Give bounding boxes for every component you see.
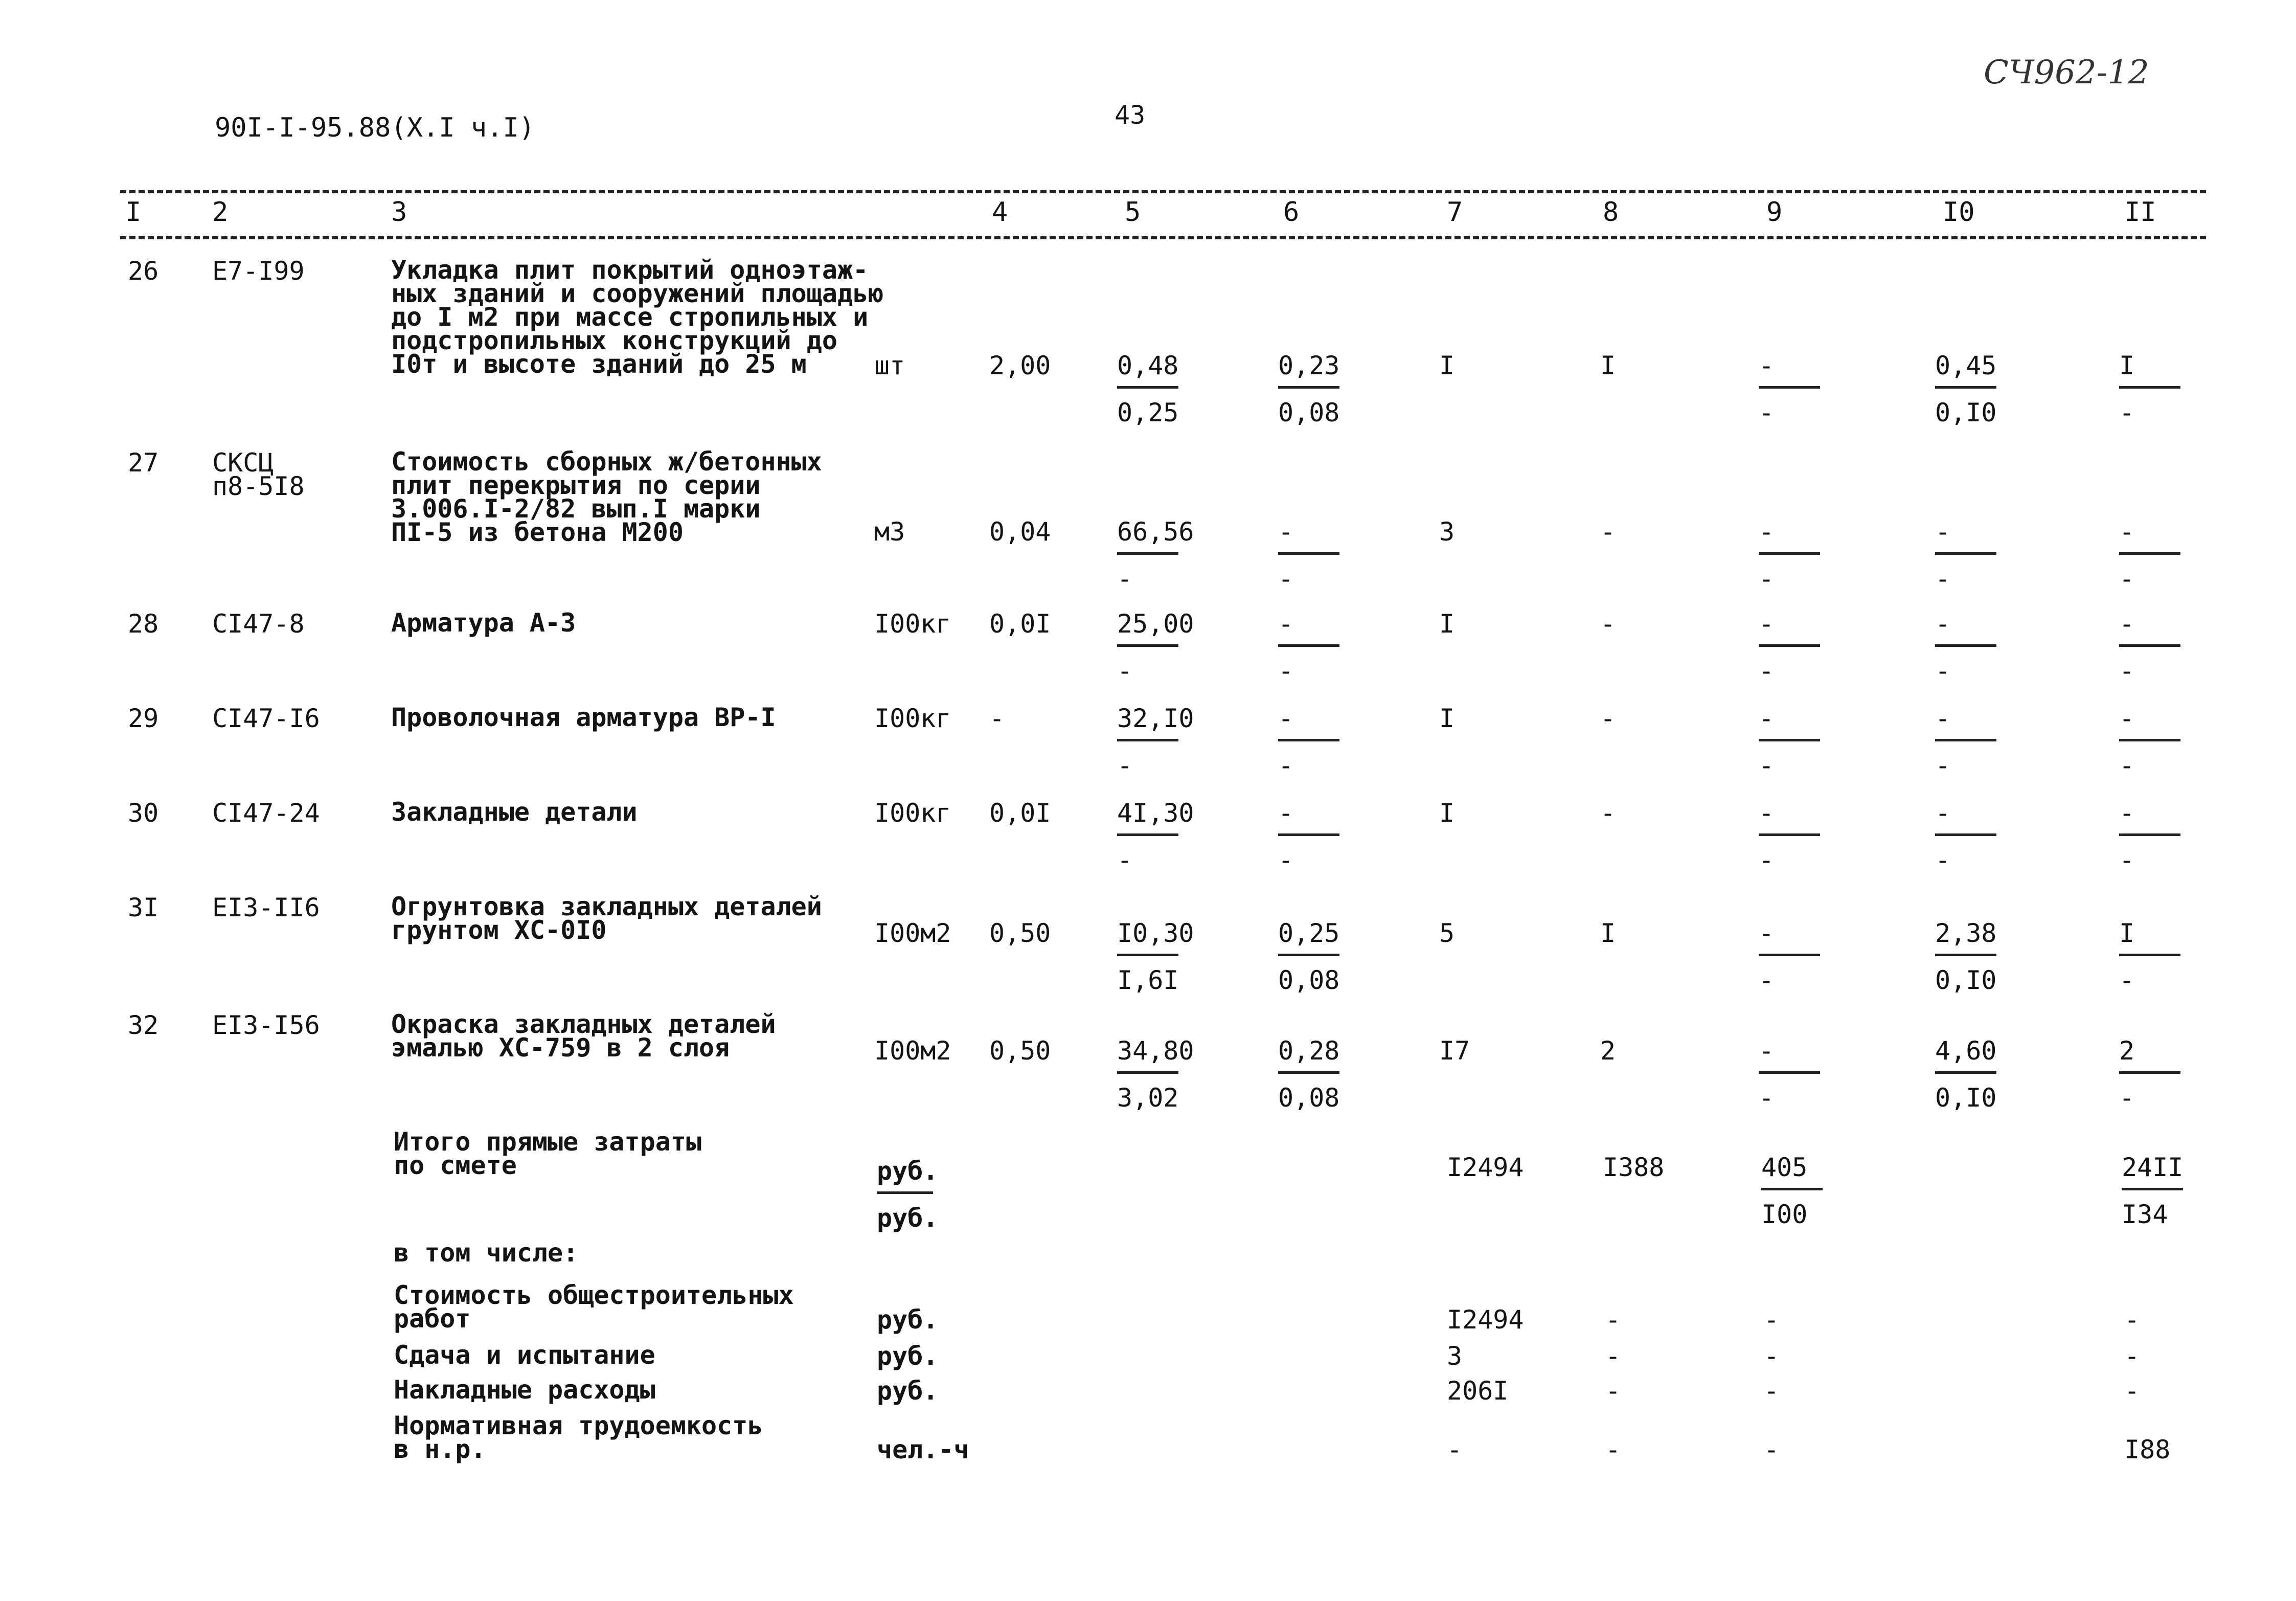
row-col8: - — [1600, 798, 1616, 828]
row-col8: - — [1600, 517, 1616, 547]
row-col8: - — [1600, 704, 1616, 733]
breakdown-col9-3: - — [1764, 1376, 1780, 1406]
row-code: E7-I99 — [212, 256, 305, 286]
breakdown-unit-4: чел.-ч — [877, 1435, 969, 1464]
row-c9-bar — [1759, 739, 1820, 741]
row-c11-top: - — [2119, 798, 2135, 828]
row-c5-top: 0,48 — [1117, 351, 1179, 380]
row-c10-top: 0,45 — [1935, 351, 1997, 380]
row-quantity: - — [989, 704, 1005, 733]
row-description: Огрунтовка закладных деталей грунтом ХС-0I0 — [391, 892, 822, 945]
row-c10-bottom: 0,I0 — [1935, 1083, 1997, 1113]
row-col7: I — [1439, 351, 1455, 380]
row-c11-bar — [2119, 386, 2180, 389]
column-header-11: II — [2124, 197, 2156, 228]
row-code-line2: п8-5I8 — [212, 471, 305, 501]
column-header-1: I — [125, 197, 142, 228]
row-c10-bar — [1935, 552, 1996, 555]
breakdown-label-1: Стоимость общестроительных работ — [394, 1280, 794, 1334]
row-c6-top: 0,28 — [1278, 1036, 1340, 1066]
breakdown-col8-1: - — [1605, 1305, 1621, 1335]
row-unit: I00кг — [874, 798, 951, 828]
row-c11-top: I — [2119, 918, 2135, 948]
row-c11-bar — [2119, 1071, 2180, 1074]
row-number: 3I — [128, 893, 159, 922]
row-c5-bottom: - — [1117, 656, 1133, 686]
totals-unit-bar — [877, 1191, 933, 1194]
row-description: Окраска закладных деталей эмалью ХС-759 в 2 слоя — [391, 1009, 776, 1063]
row-code: СКСЦ — [212, 448, 274, 478]
row-c10-top: - — [1935, 609, 1951, 639]
totals-label: Итого прямые затраты по смете — [394, 1127, 702, 1180]
row-col7: I7 — [1439, 1036, 1470, 1066]
row-c11-bar — [2119, 954, 2180, 956]
row-c5-bar — [1117, 386, 1178, 389]
row-unit: шт — [874, 351, 905, 380]
row-number: 29 — [128, 704, 159, 733]
row-c5-top: 4I,30 — [1117, 798, 1194, 828]
row-c10-bottom: - — [1935, 845, 1951, 875]
breakdown-col8-4: - — [1605, 1435, 1621, 1464]
row-c9-top: - — [1759, 918, 1775, 948]
row-col8: I — [1600, 918, 1616, 948]
row-c10-bottom: - — [1935, 564, 1951, 594]
breakdown-col9-4: - — [1764, 1435, 1780, 1464]
row-description: Стоимость сборных ж/бетонных плит перекрытия по серии 3.006.I-2/82 вып.I марки ПI-5 из бетона М200 — [391, 447, 822, 547]
row-quantity: 0,0I — [989, 798, 1051, 828]
row-col7: I — [1439, 798, 1455, 828]
row-c5-bar — [1117, 1071, 1178, 1074]
row-c6-bottom: 0,08 — [1278, 965, 1340, 995]
breakdown-label-4: Нормативная трудоемкость в н.р. — [394, 1411, 763, 1464]
row-c10-bar — [1935, 739, 1996, 741]
row-c6-bar — [1278, 552, 1339, 555]
row-c9-bar — [1759, 954, 1820, 956]
row-c6-bar — [1278, 833, 1339, 836]
row-c6-top: - — [1278, 517, 1294, 547]
row-c5-bar — [1117, 644, 1178, 647]
breakdown-col7-4: - — [1447, 1435, 1463, 1464]
page-number: 43 — [1115, 100, 1146, 130]
breakdown-col11-2: - — [2124, 1341, 2140, 1371]
row-c9-bar — [1759, 552, 1820, 555]
row-c11-bottom: - — [2119, 751, 2135, 780]
row-c11-bar — [2119, 739, 2180, 741]
breakdown-col11-4: I88 — [2124, 1435, 2171, 1464]
document-code: 90I-I-95.88(X.I ч.I) — [215, 112, 535, 143]
row-c11-top: I — [2119, 351, 2135, 380]
row-c10-bottom: - — [1935, 751, 1951, 780]
totals-col11-bottom: I34 — [2122, 1200, 2168, 1229]
row-c9-bottom: - — [1759, 751, 1775, 780]
row-description: Арматура А-3 — [391, 608, 576, 638]
column-header-6: 6 — [1283, 197, 1300, 228]
row-number: 27 — [128, 448, 159, 478]
breakdown-unit-1: руб. — [877, 1305, 939, 1335]
row-c5-bar — [1117, 833, 1178, 836]
row-c11-bottom: - — [2119, 398, 2135, 427]
row-c5-top: 32,I0 — [1117, 704, 1194, 733]
including-label: в том числе: — [394, 1238, 579, 1268]
breakdown-col9-1: - — [1764, 1305, 1780, 1335]
row-number: 28 — [128, 609, 159, 639]
breakdown-col8-3: - — [1605, 1376, 1621, 1406]
row-description: Закладные детали — [391, 797, 638, 827]
row-unit: м3 — [874, 517, 905, 547]
column-header-10: I0 — [1943, 197, 1975, 228]
row-c5-bottom: - — [1117, 564, 1133, 594]
breakdown-unit-3: руб. — [877, 1376, 939, 1406]
totals-col9-bar — [1761, 1188, 1823, 1190]
row-quantity: 0,50 — [989, 918, 1051, 948]
row-unit: I00кг — [874, 609, 951, 639]
row-c5-top: 34,80 — [1117, 1036, 1194, 1066]
row-c6-top: 0,23 — [1278, 351, 1340, 380]
row-c6-top: 0,25 — [1278, 918, 1340, 948]
row-c9-bottom: - — [1759, 1083, 1775, 1113]
row-c11-bottom: - — [2119, 656, 2135, 686]
row-c6-bar — [1278, 954, 1339, 956]
totals-col8: I388 — [1603, 1153, 1665, 1182]
row-description: Укладка плит покрытий одноэтаж- ных зданий и сооружений площадью до I м2 при массе стропильных и подстропильных конструкций до I0т и высоте зданий до 25 м — [391, 255, 884, 379]
row-c5-top: 66,56 — [1117, 517, 1194, 547]
row-c6-bottom: 0,08 — [1278, 398, 1340, 427]
column-header-8: 8 — [1603, 197, 1619, 228]
row-c5-top: 25,00 — [1117, 609, 1194, 639]
column-header-2: 2 — [212, 197, 229, 228]
row-c9-top: - — [1759, 609, 1775, 639]
totals-col11-top: 24II — [2122, 1153, 2184, 1182]
row-c9-bar — [1759, 644, 1820, 647]
row-unit: I00м2 — [874, 1036, 951, 1066]
row-c9-top: - — [1759, 351, 1775, 380]
row-c10-bar — [1935, 644, 1996, 647]
row-c5-bottom: 3,02 — [1117, 1083, 1179, 1113]
row-c10-bar — [1935, 954, 1996, 956]
row-c11-bottom: - — [2119, 564, 2135, 594]
row-code: EI3-I56 — [212, 1010, 320, 1040]
row-c6-bottom: - — [1278, 751, 1294, 780]
row-c10-top: - — [1935, 704, 1951, 733]
totals-col9-top: 405 — [1761, 1153, 1808, 1182]
row-c10-bar — [1935, 833, 1996, 836]
row-unit: I00м2 — [874, 918, 951, 948]
row-c5-bar — [1117, 739, 1178, 741]
column-header-4: 4 — [992, 197, 1008, 228]
breakdown-col7-1: I2494 — [1447, 1305, 1524, 1335]
row-c11-top: - — [2119, 704, 2135, 733]
breakdown-col9-2: - — [1764, 1341, 1780, 1371]
row-c10-bottom: 0,I0 — [1935, 398, 1997, 427]
row-c10-top: 4,60 — [1935, 1036, 1997, 1066]
row-unit: I00кг — [874, 704, 951, 733]
row-c9-bottom: - — [1759, 564, 1775, 594]
row-c10-top: - — [1935, 798, 1951, 828]
row-quantity: 0,04 — [989, 517, 1051, 547]
row-c6-top: - — [1278, 704, 1294, 733]
row-c6-bottom: 0,08 — [1278, 1083, 1340, 1113]
row-c11-bar — [2119, 552, 2180, 555]
row-c5-bottom: - — [1117, 751, 1133, 780]
row-c9-top: - — [1759, 704, 1775, 733]
breakdown-label-3: Накладные расходы — [394, 1375, 655, 1405]
row-c11-bottom: - — [2119, 845, 2135, 875]
row-number: 26 — [128, 256, 159, 286]
column-header-9: 9 — [1766, 197, 1783, 228]
row-col7: I — [1439, 704, 1455, 733]
row-quantity: 2,00 — [989, 351, 1051, 380]
row-col7: 5 — [1439, 918, 1455, 948]
row-c10-top: - — [1935, 517, 1951, 547]
breakdown-col11-3: - — [2124, 1376, 2140, 1406]
row-col7: 3 — [1439, 517, 1455, 547]
row-c9-bar — [1759, 833, 1820, 836]
row-c5-bottom: 0,25 — [1117, 398, 1179, 427]
row-c9-top: - — [1759, 798, 1775, 828]
row-c10-top: 2,38 — [1935, 918, 1997, 948]
totals-unit-bottom: руб. — [877, 1203, 939, 1233]
row-c9-bottom: - — [1759, 845, 1775, 875]
row-code: CI47-I6 — [212, 704, 320, 733]
column-header-7: 7 — [1447, 197, 1463, 228]
row-col8: 2 — [1600, 1036, 1616, 1066]
row-c11-top: 2 — [2119, 1036, 2135, 1066]
row-c5-bar — [1117, 552, 1178, 555]
totals-unit-top: руб. — [877, 1156, 939, 1186]
row-c10-bottom: 0,I0 — [1935, 965, 1997, 995]
row-c5-bottom: I,6I — [1117, 965, 1179, 995]
row-col8: - — [1600, 609, 1616, 639]
row-c10-bar — [1935, 1071, 1996, 1074]
totals-col11-bar — [2122, 1188, 2183, 1190]
row-c9-bar — [1759, 386, 1820, 389]
row-description: Проволочная арматура ВР-I — [391, 703, 776, 732]
breakdown-unit-2: руб. — [877, 1341, 939, 1371]
row-c6-bar — [1278, 1071, 1339, 1074]
archive-mark: СЧ962-12 — [1984, 54, 2149, 92]
row-code: CI47-8 — [212, 609, 305, 639]
row-c5-top: I0,30 — [1117, 918, 1194, 948]
row-col8: I — [1600, 351, 1616, 380]
row-quantity: 0,0I — [989, 609, 1051, 639]
totals-col7: I2494 — [1447, 1153, 1524, 1182]
row-c6-bottom: - — [1278, 845, 1294, 875]
row-c9-top: - — [1759, 517, 1775, 547]
row-c6-top: - — [1278, 798, 1294, 828]
row-code: CI47-24 — [212, 798, 320, 828]
row-c9-bar — [1759, 1071, 1820, 1074]
row-quantity: 0,50 — [989, 1036, 1051, 1066]
breakdown-col8-2: - — [1605, 1341, 1621, 1371]
row-c9-bottom: - — [1759, 656, 1775, 686]
row-c11-bottom: - — [2119, 965, 2135, 995]
totals-col9-bottom: I00 — [1761, 1200, 1808, 1229]
row-c10-bar — [1935, 386, 1996, 389]
row-number: 32 — [128, 1010, 159, 1040]
row-c11-bottom: - — [2119, 1083, 2135, 1113]
row-c6-bar — [1278, 644, 1339, 647]
row-col7: I — [1439, 609, 1455, 639]
row-c10-bottom: - — [1935, 656, 1951, 686]
row-c5-bar — [1117, 954, 1178, 956]
breakdown-col7-2: 3 — [1447, 1341, 1463, 1371]
column-header-3: 3 — [391, 197, 407, 228]
column-header-5: 5 — [1125, 197, 1141, 228]
row-c6-bar — [1278, 386, 1339, 389]
row-c6-top: - — [1278, 609, 1294, 639]
row-c11-top: - — [2119, 517, 2135, 547]
row-code: EI3-II6 — [212, 893, 320, 922]
breakdown-col7-3: 206I — [1447, 1376, 1509, 1406]
row-c9-bottom: - — [1759, 398, 1775, 427]
row-c6-bottom: - — [1278, 656, 1294, 686]
row-c9-top: - — [1759, 1036, 1775, 1066]
row-c6-bar — [1278, 739, 1339, 741]
header-bottom-rule — [120, 236, 2206, 239]
row-c11-bar — [2119, 644, 2180, 647]
row-c11-top: - — [2119, 609, 2135, 639]
row-number: 30 — [128, 798, 159, 828]
row-c11-bar — [2119, 833, 2180, 836]
row-c6-bottom: - — [1278, 564, 1294, 594]
row-c5-bottom: - — [1117, 845, 1133, 875]
header-top-rule — [120, 190, 2206, 193]
row-c9-bottom: - — [1759, 965, 1775, 995]
breakdown-col11-1: - — [2124, 1305, 2140, 1335]
breakdown-label-2: Сдача и испытание — [394, 1340, 655, 1370]
